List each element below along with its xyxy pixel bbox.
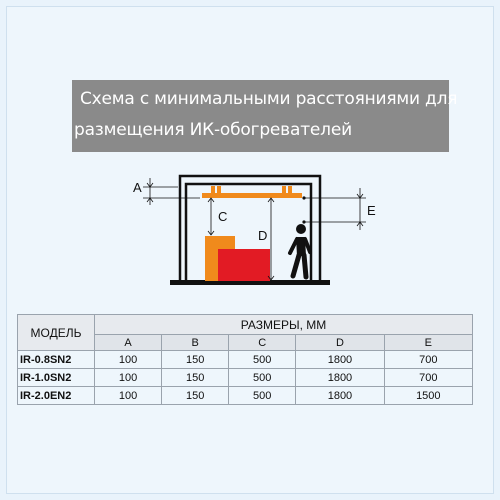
value-cell: 150: [162, 387, 229, 405]
column-header-c: C: [229, 335, 296, 351]
value-cell: 100: [95, 387, 162, 405]
title-line-2: размещения ИК-обогревателей: [74, 120, 352, 140]
value-cell: 500: [229, 369, 296, 387]
column-header-b: B: [162, 335, 229, 351]
column-header-e: E: [384, 335, 472, 351]
dimensions-table: [17, 314, 473, 405]
value-cell: 700: [384, 351, 472, 369]
value-cell: 1800: [296, 387, 384, 405]
label-c: C: [218, 209, 228, 224]
value-cell: 150: [162, 351, 229, 369]
column-header-d: D: [296, 335, 384, 351]
column-header-a: A: [95, 335, 162, 351]
table-row: [18, 369, 473, 387]
model-cell: IR-0.8SN2: [18, 351, 95, 369]
value-cell: 1800: [296, 351, 384, 369]
table-header-row: [18, 315, 473, 335]
value-cell: 100: [95, 369, 162, 387]
dimension-a: [143, 178, 200, 205]
ir-heater: [202, 186, 302, 198]
heater-end-dot: [302, 196, 305, 199]
value-cell: 500: [229, 387, 296, 405]
value-cell: 1800: [296, 369, 384, 387]
table-row: [18, 387, 473, 405]
label-e: E: [367, 203, 376, 218]
dimension-c: [208, 198, 214, 235]
label-d: D: [258, 228, 268, 243]
sizes-group-header: РАЗМЕРЫ, ММ: [95, 315, 473, 335]
model-cell: IR-1.0SN2: [18, 369, 95, 387]
value-cell: 500: [229, 351, 296, 369]
model-column-header: МОДЕЛЬ: [18, 315, 95, 351]
value-cell: 100: [95, 351, 162, 369]
value-cell: 1500: [384, 387, 472, 405]
label-a: A: [133, 180, 142, 195]
person-icon: [290, 224, 310, 277]
box-front: [218, 249, 270, 281]
value-cell: 700: [384, 369, 472, 387]
dimension-e: [304, 188, 366, 230]
title-line-1: Схема с минимальными расстояниями для: [80, 89, 458, 109]
model-cell: IR-2.0EN2: [18, 387, 95, 405]
value-cell: 150: [162, 369, 229, 387]
table-row: [18, 351, 473, 369]
person-dot: [302, 220, 305, 223]
